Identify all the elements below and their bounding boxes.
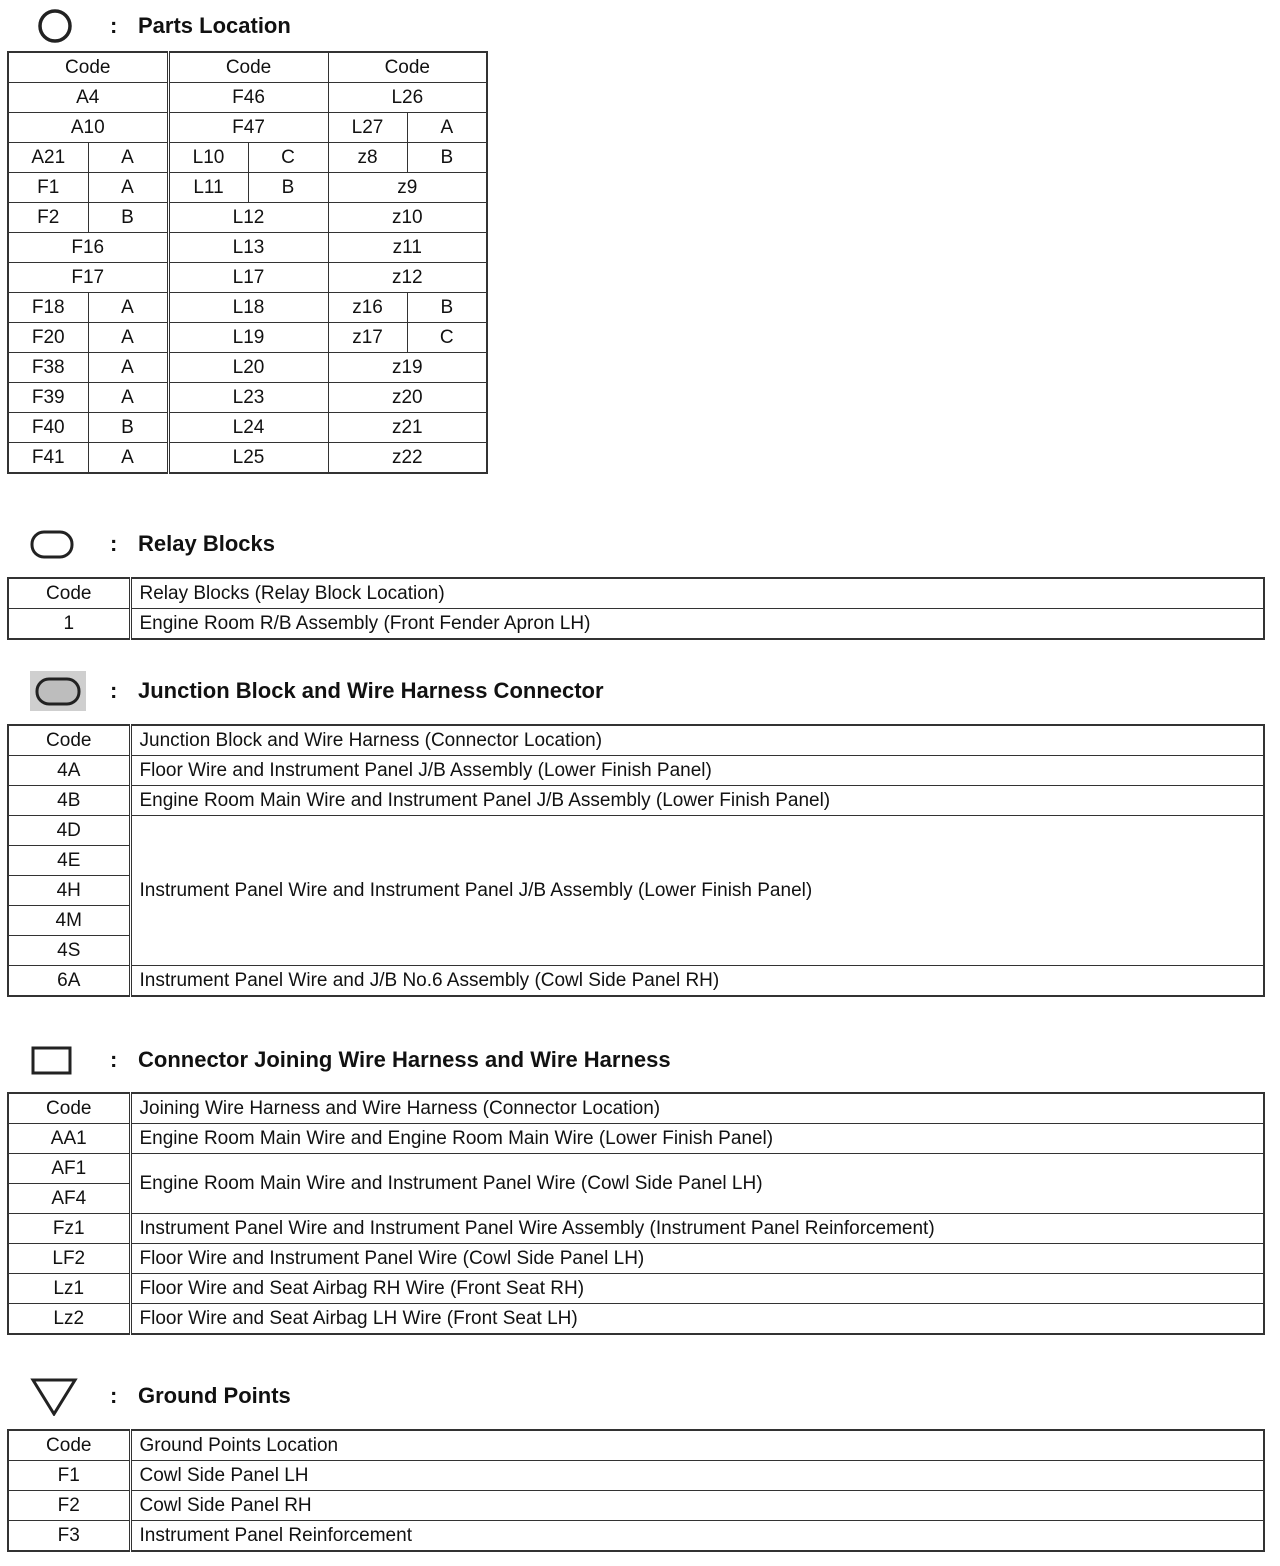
part-code: L26	[328, 83, 487, 113]
part-code: L25	[168, 443, 328, 474]
ground-location: Instrument Panel Reinforcement	[130, 1521, 1264, 1552]
part-variant: B	[407, 293, 487, 323]
table-row	[8, 263, 487, 293]
table-row	[8, 756, 1264, 786]
table-row	[8, 1461, 1264, 1491]
part-variant: B	[248, 173, 328, 203]
section-title: Connector Joining Wire Harness and Wire Harness	[138, 1047, 671, 1072]
part-code: z17	[328, 323, 407, 353]
part-variant: C	[407, 323, 487, 353]
section-title: Relay Blocks	[138, 531, 275, 556]
part-variant: B	[407, 143, 487, 173]
relay-code: 1	[8, 609, 130, 640]
junction-location: Instrument Panel Wire and J/B No.6 Assembly (Cowl Side Panel RH)	[130, 966, 1264, 997]
part-variant: B	[88, 203, 168, 233]
part-variant: A	[88, 143, 168, 173]
location-header: Junction Block and Wire Harness (Connector Location)	[130, 725, 1264, 756]
table-row	[8, 816, 1264, 846]
table-row	[8, 293, 487, 323]
part-code: z8	[328, 143, 407, 173]
part-code: F2	[8, 203, 88, 233]
ground-code: F3	[8, 1521, 130, 1552]
table-row	[8, 966, 1264, 997]
code-header: Code	[8, 725, 130, 756]
code-header: Code	[328, 52, 487, 83]
part-code: L27	[328, 113, 407, 143]
ground-code: F2	[8, 1491, 130, 1521]
connector-location: Instrument Panel Wire and Instrument Panel Wire Assembly (Instrument Panel Reinforcement)	[130, 1214, 1264, 1244]
connector-code: Lz2	[8, 1304, 130, 1335]
table-row	[8, 1214, 1264, 1244]
table-row	[8, 52, 487, 83]
part-code: L18	[168, 293, 328, 323]
junction-code: 4S	[8, 936, 130, 966]
part-code: A4	[8, 83, 168, 113]
part-code: z21	[328, 413, 487, 443]
connector-location: Engine Room Main Wire and Engine Room Main Wire (Lower Finish Panel)	[130, 1124, 1264, 1154]
section-colon: :	[110, 531, 118, 556]
circle-symbol-icon	[28, 6, 88, 46]
part-code: F39	[8, 383, 88, 413]
table-row	[8, 353, 487, 383]
table-row	[8, 143, 487, 173]
part-code: z9	[328, 173, 487, 203]
junction-code: 4M	[8, 906, 130, 936]
location-header: Ground Points Location	[130, 1430, 1264, 1461]
section-title: Parts Location	[138, 13, 291, 38]
part-code: L10	[168, 143, 248, 173]
table-row	[8, 323, 487, 353]
junction-location: Instrument Panel Wire and Instrument Panel J/B Assembly (Lower Finish Panel)	[130, 816, 1264, 966]
location-header: Relay Blocks (Relay Block Location)	[130, 578, 1264, 609]
part-code: z12	[328, 263, 487, 293]
part-code: L24	[168, 413, 328, 443]
junction-code: 6A	[8, 966, 130, 997]
ground-triangle-icon	[28, 1376, 88, 1416]
junction-location: Engine Room Main Wire and Instrument Panel J/B Assembly (Lower Finish Panel)	[130, 786, 1264, 816]
rounded-rect-symbol-icon	[28, 524, 88, 564]
part-variant: B	[88, 413, 168, 443]
part-code: A10	[8, 113, 168, 143]
part-code: F38	[8, 353, 88, 383]
table-row	[8, 609, 1264, 640]
table-row	[8, 1244, 1264, 1274]
location-header: Joining Wire Harness and Wire Harness (Connector Location)	[130, 1093, 1264, 1124]
code-header: Code	[168, 52, 328, 83]
junction-code: 4H	[8, 876, 130, 906]
table-row	[8, 233, 487, 263]
table-header-row	[8, 1430, 1264, 1461]
table-row	[8, 1124, 1264, 1154]
section-title: Junction Block and Wire Harness Connector	[138, 678, 604, 703]
part-code: L20	[168, 353, 328, 383]
junction-code: 4B	[8, 786, 130, 816]
part-code: z16	[328, 293, 407, 323]
table-row	[8, 83, 487, 113]
rectangle-symbol-icon	[28, 1040, 88, 1080]
part-code: L11	[168, 173, 248, 203]
parts-location-table	[7, 51, 488, 474]
table-row	[8, 173, 487, 203]
ground-points-table	[7, 1429, 1265, 1552]
part-code: F17	[8, 263, 168, 293]
connector-code: AA1	[8, 1124, 130, 1154]
junction-code: 4E	[8, 846, 130, 876]
part-code: F41	[8, 443, 88, 474]
part-variant: A	[88, 353, 168, 383]
table-header-row	[8, 725, 1264, 756]
table-row	[8, 203, 487, 233]
table-row	[8, 413, 487, 443]
part-code: L12	[168, 203, 328, 233]
section-colon: :	[110, 1383, 118, 1408]
junction-code: 4A	[8, 756, 130, 786]
code-header: Code	[8, 52, 168, 83]
junction-code: 4D	[8, 816, 130, 846]
part-code: z22	[328, 443, 487, 474]
part-code: A21	[8, 143, 88, 173]
relay-location: Engine Room R/B Assembly (Front Fender Apron LH)	[130, 609, 1264, 640]
relay-blocks-table	[7, 577, 1265, 640]
code-header: Code	[8, 578, 130, 609]
ground-location: Cowl Side Panel RH	[130, 1491, 1264, 1521]
shaded-rounded-rect-symbol-icon	[28, 671, 88, 711]
section-title: Ground Points	[138, 1383, 291, 1408]
connector-code: LF2	[8, 1244, 130, 1274]
ground-code: F1	[8, 1461, 130, 1491]
part-code: F40	[8, 413, 88, 443]
part-variant: A	[88, 443, 168, 474]
part-variant: A	[88, 323, 168, 353]
table-row	[8, 113, 487, 143]
part-code: z10	[328, 203, 487, 233]
part-code: z20	[328, 383, 487, 413]
table-row	[8, 1304, 1264, 1335]
connectors-table	[7, 1092, 1265, 1335]
part-code: L19	[168, 323, 328, 353]
table-row	[8, 443, 487, 474]
connector-location: Engine Room Main Wire and Instrument Panel Wire (Cowl Side Panel LH)	[130, 1154, 1264, 1214]
junction-block-table	[7, 724, 1265, 997]
code-header: Code	[8, 1430, 130, 1461]
connector-code: Lz1	[8, 1274, 130, 1304]
part-code: L23	[168, 383, 328, 413]
section-colon: :	[110, 13, 118, 38]
connector-location: Floor Wire and Instrument Panel Wire (Cowl Side Panel LH)	[130, 1244, 1264, 1274]
ground-location: Cowl Side Panel LH	[130, 1461, 1264, 1491]
table-row	[8, 1154, 1264, 1184]
part-code: F46	[168, 83, 328, 113]
part-variant: A	[407, 113, 487, 143]
part-code: F20	[8, 323, 88, 353]
part-code: F47	[168, 113, 328, 143]
connector-location: Floor Wire and Seat Airbag RH Wire (Front Seat RH)	[130, 1274, 1264, 1304]
connector-code: Fz1	[8, 1214, 130, 1244]
part-code: F1	[8, 173, 88, 203]
part-variant: A	[88, 173, 168, 203]
part-variant: A	[88, 383, 168, 413]
connector-code: AF1	[8, 1154, 130, 1184]
part-variant: C	[248, 143, 328, 173]
part-code: L13	[168, 233, 328, 263]
table-row	[8, 1274, 1264, 1304]
part-code: z11	[328, 233, 487, 263]
part-variant: A	[88, 293, 168, 323]
table-row	[8, 786, 1264, 816]
connector-code: AF4	[8, 1184, 130, 1214]
table-row	[8, 383, 487, 413]
part-code: z19	[328, 353, 487, 383]
table-row	[8, 1521, 1264, 1552]
part-code: F18	[8, 293, 88, 323]
part-code: F16	[8, 233, 168, 263]
junction-location: Floor Wire and Instrument Panel J/B Assembly (Lower Finish Panel)	[130, 756, 1264, 786]
section-colon: :	[110, 1047, 118, 1072]
table-header-row	[8, 1093, 1264, 1124]
code-header: Code	[8, 1093, 130, 1124]
section-colon: :	[110, 678, 118, 703]
connector-location: Floor Wire and Seat Airbag LH Wire (Front Seat LH)	[130, 1304, 1264, 1335]
table-row	[8, 1491, 1264, 1521]
part-code: L17	[168, 263, 328, 293]
table-header-row	[8, 578, 1264, 609]
